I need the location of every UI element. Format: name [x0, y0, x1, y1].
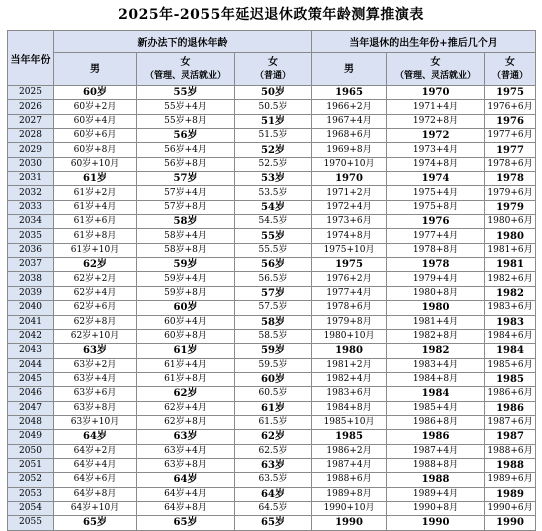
female-mgmt-birth-year-cell: 1982+8月: [387, 329, 485, 343]
male-birth-year-cell: 1972+4月: [312, 200, 387, 214]
male-birth-year-cell: 1985+10月: [312, 415, 387, 429]
female-mgmt-retire-age-cell: 59岁+4月: [137, 272, 235, 286]
female-ordinary-birth-year-cell: 1981: [485, 258, 536, 272]
male-retire-age-cell: 60岁+8月: [54, 143, 137, 157]
female-mgmt-sub-label: （管理、灵活就业）: [395, 70, 477, 81]
female-mgmt-birth-year-cell: 1986+8月: [387, 415, 485, 429]
female-ordinary-retire-age-cell: 62岁: [235, 430, 312, 444]
male-retire-age-cell: 64岁+4月: [54, 458, 137, 472]
male-birth-year-cell: 1976+2月: [312, 272, 387, 286]
female-mgmt-birth-year-cell: 1976: [387, 215, 485, 229]
female-ordinary-birth-year-cell: 1980: [485, 229, 536, 243]
year-cell: 2048: [8, 415, 54, 429]
male-retire-age-cell: 61岁+6月: [54, 215, 137, 229]
female-ordinary-birth-year-cell: 1981+6月: [485, 243, 536, 257]
table-row: [8, 129, 536, 143]
year-cell: 2031: [8, 172, 54, 186]
table-row: [8, 329, 536, 343]
year-cell: 2028: [8, 129, 54, 143]
year-cell: 2047: [8, 401, 54, 415]
male-retire-age-cell: 62岁: [54, 258, 137, 272]
table-row: [8, 415, 536, 429]
female-mgmt-birth-year-cell: 1984: [387, 387, 485, 401]
male-birth-year-cell: 1983+6月: [312, 387, 387, 401]
male-retire-age-cell: 63岁+6月: [54, 387, 137, 401]
female-ordinary-birth-year-cell: 1976: [485, 114, 536, 128]
female-ordinary-birth-year-cell: 1985: [485, 372, 536, 386]
female-mgmt-birth-year-cell: 1974: [387, 172, 485, 186]
female-ordinary-retire-age-cell: 60.5岁: [235, 387, 312, 401]
female-ordinary-retire-age-cell: 61.5岁: [235, 415, 312, 429]
female-mgmt-retire-age-cell: 57岁+4月: [137, 186, 235, 200]
female-ordinary-retire-age-cell: 57岁: [235, 286, 312, 300]
female-ordinary-retire-age-cell: 64.5岁: [235, 501, 312, 515]
female-ordinary-retire-age-cell: 62.5岁: [235, 444, 312, 458]
female-mgmt-retire-age-cell: 63岁+4月: [137, 444, 235, 458]
female-mgmt-retire-age-cell: 56岁+4月: [137, 143, 235, 157]
female-mgmt-retire-age-cell: 63岁: [137, 430, 235, 444]
male-retire-age-cell: 63岁: [54, 344, 137, 358]
female-mgmt-birth-year-cell: 1990+8月: [387, 501, 485, 515]
female-mgmt-birth-year-cell: 1987+4月: [387, 444, 485, 458]
female-ordinary-birth-year-cell: 1986+6月: [485, 387, 536, 401]
table-title: 2025年-2055年延迟退休政策年龄测算推演表: [118, 7, 424, 23]
table-row: [8, 186, 536, 200]
female-mgmt-retire-age-cell: 62岁+8月: [137, 415, 235, 429]
male-birth-year-cell: 1981+2月: [312, 358, 387, 372]
male-retire-age-cell: 65岁: [54, 516, 137, 530]
female-label: 女: [505, 56, 516, 68]
female-mgmt-retire-age-cell: 61岁: [137, 344, 235, 358]
year-cell: 2037: [8, 258, 54, 272]
female-mgmt-birth-year-cell: 1990: [387, 516, 485, 530]
female-mgmt-birth-year-cell: 1988+8月: [387, 458, 485, 472]
retirement-age-table: [7, 30, 536, 531]
female-mgmt-retire-age-cell: 64岁: [137, 473, 235, 487]
female-mgmt-birth-year-cell: 1982: [387, 344, 485, 358]
female-ordinary-birth-year-cell: 1989+6月: [485, 473, 536, 487]
male-birth-year-cell: 1968+6月: [312, 129, 387, 143]
year-cell: 2055: [8, 516, 54, 530]
female-ordinary-birth-year-cell: 1989: [485, 487, 536, 501]
female-ordinary-retire-age-cell: 52岁: [235, 143, 312, 157]
female-ordinary-sub-label: （普通）: [492, 70, 529, 81]
male-retire-age-cell: 64岁+10月: [54, 501, 137, 515]
table-row: [8, 215, 536, 229]
female-mgmt-birth-year-cell: 1980+8月: [387, 286, 485, 300]
year-cell: 2034: [8, 215, 54, 229]
female-mgmt-retire-age-cell: 64岁+4月: [137, 487, 235, 501]
table-row: [8, 372, 536, 386]
table-row: [8, 301, 536, 315]
table-row: [8, 157, 536, 171]
female-mgmt-retire-age-cell: 60岁+4月: [137, 315, 235, 329]
female-mgmt-birth-year-cell: 1984+8月: [387, 372, 485, 386]
male-birth-year-cell: 1965: [312, 86, 387, 100]
year-cell: 2030: [8, 157, 54, 171]
male-birth-year-cell: 1979+8月: [312, 315, 387, 329]
table-row: [8, 387, 536, 401]
female-ordinary-birth-year-cell: 1988: [485, 458, 536, 472]
table-row: [8, 458, 536, 472]
female-label: 女: [180, 56, 191, 68]
female-ordinary-birth-year-cell: 1977+6月: [485, 129, 536, 143]
female-mgmt-birth-year-cell: 1978+8月: [387, 243, 485, 257]
female-mgmt-retire-age-cell: 62岁+4月: [137, 401, 235, 415]
male-retire-age-cell: 60岁+6月: [54, 129, 137, 143]
table-row: [8, 516, 536, 530]
female-mgmt-birth-year-cell: 1980: [387, 301, 485, 315]
male-retire-age-cell: 63岁+8月: [54, 401, 137, 415]
female-mgmt-retire-age-cell: 56岁: [137, 129, 235, 143]
year-cell: 2051: [8, 458, 54, 472]
female-ordinary-birth-year-cell: 1979: [485, 200, 536, 214]
year-cell: 2043: [8, 344, 54, 358]
male-birth-year-cell: 1990: [312, 516, 387, 530]
female-mgmt-retire-age-cell: 55岁: [137, 86, 235, 100]
table-row: [8, 286, 536, 300]
table-row: [8, 200, 536, 214]
table-row: [8, 487, 536, 501]
female-mgmt-birth-year-cell: 1986: [387, 430, 485, 444]
female-mgmt-retire-age-cell: 64岁+8月: [137, 501, 235, 515]
male-birth-year-cell: 1970+10月: [312, 157, 387, 171]
female-ordinary-birth-year-cell: 1977: [485, 143, 536, 157]
female-mgmt-birth-year-cell: 1970: [387, 86, 485, 100]
male-retire-age-cell: 60岁+4月: [54, 114, 137, 128]
male-retire-age-cell: 60岁: [54, 86, 137, 100]
female-ordinary-retire-age-cell: 57.5岁: [235, 301, 312, 315]
year-cell: 2046: [8, 387, 54, 401]
female-ordinary-birth-year-cell: 1978+6月: [485, 157, 536, 171]
female-ordinary-retire-age-cell: 55岁: [235, 229, 312, 243]
female-mgmt-retire-age-cell: 61岁+8月: [137, 372, 235, 386]
table-row: [8, 501, 536, 515]
female-ordinary-retire-age-cell: 52.5岁: [235, 157, 312, 171]
female-ordinary-retire-age-cell: 55.5岁: [235, 243, 312, 257]
male-birth-year-cell: 1977+4月: [312, 286, 387, 300]
table-row: [8, 272, 536, 286]
female-ordinary-birth-year-cell: 1990+6月: [485, 501, 536, 515]
male-retire-age-cell: 64岁: [54, 430, 137, 444]
year-cell: 2035: [8, 229, 54, 243]
female-mgmt-birth-year-cell: 1983+4月: [387, 358, 485, 372]
male-retire-age-cell: 64岁+8月: [54, 487, 137, 501]
female-ordinary-birth-year-cell: 1976+6月: [485, 100, 536, 114]
female-mgmt-birth-year-cell: 1977+4月: [387, 229, 485, 243]
female-ordinary-birth-year-cell: 1975: [485, 86, 536, 100]
female-mgmt-retire-age-cell: 61岁+4月: [137, 358, 235, 372]
year-cell: 2052: [8, 473, 54, 487]
female-ordinary-retire-age-cell: 60岁: [235, 372, 312, 386]
year-cell: 2053: [8, 487, 54, 501]
table-row: [8, 401, 536, 415]
table-row: [8, 430, 536, 444]
female-ordinary-retire-age-cell: 58岁: [235, 315, 312, 329]
female-ordinary-retire-age-cell: 59岁: [235, 344, 312, 358]
male-retire-age-cell: 63岁+2月: [54, 358, 137, 372]
female-ordinary-birth-year-cell: 1983+6月: [485, 301, 536, 315]
female-mgmt-birth-year-cell: 1979+4月: [387, 272, 485, 286]
female-ordinary-retire-age-cell: 56岁: [235, 258, 312, 272]
year-column-header: 当年年份: [8, 31, 54, 86]
male-birth-year-cell: 1989+8月: [312, 487, 387, 501]
year-cell: 2032: [8, 186, 54, 200]
year-cell: 2039: [8, 286, 54, 300]
year-cell: 2029: [8, 143, 54, 157]
female-label: 女: [268, 56, 278, 68]
year-cell: 2038: [8, 272, 54, 286]
male-retire-age-cell: 62岁+8月: [54, 315, 137, 329]
female-mgmt-birth-year-cell: 1974+8月: [387, 157, 485, 171]
male-retire-age-cell: 61岁+4月: [54, 200, 137, 214]
male-birth-year-cell: 1988+6月: [312, 473, 387, 487]
female-ordinary-retire-age-cell: 59.5岁: [235, 358, 312, 372]
table-row: [8, 172, 536, 186]
female-mgmt-birth-year-cell: 1988: [387, 473, 485, 487]
male-retire-age-cell: 62岁+10月: [54, 329, 137, 343]
female-mgmt-retire-age-cell: 58岁: [137, 215, 235, 229]
female-mgmt-retire-age-cell: 55岁+8月: [137, 114, 235, 128]
female-mgmt-retire-age-cell: 58岁+8月: [137, 243, 235, 257]
table-row: [8, 444, 536, 458]
female-mgmt-retire-age-cell: 60岁+8月: [137, 329, 235, 343]
female-mgmt-birth-year-cell: 1972: [387, 129, 485, 143]
year-cell: 2044: [8, 358, 54, 372]
female-mgmt-retire-age-cell: 60岁: [137, 301, 235, 315]
table-header: [8, 31, 536, 86]
table-row: [8, 100, 536, 114]
female-ordinary-birth-year-cell: 1986: [485, 401, 536, 415]
year-cell: 2050: [8, 444, 54, 458]
male-birth-year-cell: 1985: [312, 430, 387, 444]
female-mgmt-birth-year-cell: 1973+4月: [387, 143, 485, 157]
year-cell: 2041: [8, 315, 54, 329]
male-retire-age-cell: 61岁: [54, 172, 137, 186]
female-ordinary-retire-age-cell: 51.5岁: [235, 129, 312, 143]
female-ordinary-sub-label: （普通）: [255, 70, 292, 81]
female-ordinary-birth-year-cell: 1984+6月: [485, 329, 536, 343]
female-mgmt-retire-age-cell: 56岁+8月: [137, 157, 235, 171]
female-ordinary-retire-age-cell: 61岁: [235, 401, 312, 415]
female-ordinary-birth-year-cell: 1982: [485, 286, 536, 300]
female-ordinary-retire-age-cell: 51岁: [235, 114, 312, 128]
female-label: 女: [430, 56, 441, 68]
female-mgmt-birth-header: [387, 53, 485, 86]
female-mgmt-age-header: [137, 53, 235, 86]
female-mgmt-birth-year-cell: 1981+4月: [387, 315, 485, 329]
male-retire-age-cell: 63岁+4月: [54, 372, 137, 386]
male-birth-year-cell: 1982+4月: [312, 372, 387, 386]
female-mgmt-birth-year-cell: 1975+4月: [387, 186, 485, 200]
female-mgmt-birth-year-cell: 1972+8月: [387, 114, 485, 128]
table-row: [8, 229, 536, 243]
male-birth-year-cell: 1966+2月: [312, 100, 387, 114]
female-ordinary-birth-year-cell: 1982+6月: [485, 272, 536, 286]
female-mgmt-birth-year-cell: 1985+4月: [387, 401, 485, 415]
male-birth-year-cell: 1971+2月: [312, 186, 387, 200]
male-retire-age-cell: 60岁+10月: [54, 157, 137, 171]
female-ordinary-retire-age-cell: 56.5岁: [235, 272, 312, 286]
female-mgmt-retire-age-cell: 62岁: [137, 387, 235, 401]
male-retire-age-cell: 61岁+8月: [54, 229, 137, 243]
female-ordinary-birth-year-cell: 1978: [485, 172, 536, 186]
table-row: [8, 358, 536, 372]
table-row: [8, 143, 536, 157]
male-retire-age-cell: 62岁+2月: [54, 272, 137, 286]
male-retire-age-cell: 64岁+2月: [54, 444, 137, 458]
male-retire-age-cell: 64岁+6月: [54, 473, 137, 487]
male-birth-year-cell: 1975: [312, 258, 387, 272]
female-ordinary-birth-year-cell: 1983: [485, 315, 536, 329]
female-ordinary-retire-age-cell: 54岁: [235, 200, 312, 214]
female-mgmt-birth-year-cell: 1978: [387, 258, 485, 272]
female-mgmt-birth-year-cell: 1971+4月: [387, 100, 485, 114]
female-ordinary-birth-year-cell: 1985+6月: [485, 358, 536, 372]
female-ordinary-birth-header: [485, 53, 536, 86]
year-cell: 2025: [8, 86, 54, 100]
table-row: [8, 315, 536, 329]
male-retire-age-cell: 62岁+6月: [54, 301, 137, 315]
female-ordinary-birth-year-cell: 1990: [485, 516, 536, 530]
male-birth-year-cell: 1984+8月: [312, 401, 387, 415]
male-retire-age-cell: 60岁+2月: [54, 100, 137, 114]
year-cell: 2026: [8, 100, 54, 114]
female-mgmt-retire-age-cell: 58岁+4月: [137, 229, 235, 243]
male-birth-year-cell: 1980+10月: [312, 329, 387, 343]
table-row: [8, 243, 536, 257]
female-mgmt-sub-label: （管理、灵活就业）: [144, 70, 226, 81]
female-ordinary-retire-age-cell: 64岁: [235, 487, 312, 501]
female-ordinary-birth-year-cell: 1980+6月: [485, 215, 536, 229]
female-ordinary-birth-year-cell: 1987: [485, 430, 536, 444]
male-birth-year-cell: 1986+2月: [312, 444, 387, 458]
female-ordinary-retire-age-cell: 65岁: [235, 516, 312, 530]
male-birth-year-cell: 1969+8月: [312, 143, 387, 157]
female-ordinary-retire-age-cell: 54.5岁: [235, 215, 312, 229]
female-ordinary-birth-year-cell: 1984: [485, 344, 536, 358]
year-cell: 2027: [8, 114, 54, 128]
year-cell: 2049: [8, 430, 54, 444]
female-mgmt-retire-age-cell: 57岁: [137, 172, 235, 186]
year-cell: 2042: [8, 329, 54, 343]
male-age-header: 男: [54, 53, 137, 86]
male-birth-year-cell: 1987+4月: [312, 458, 387, 472]
year-cell: 2054: [8, 501, 54, 515]
year-cell: 2045: [8, 372, 54, 386]
year-cell: 2036: [8, 243, 54, 257]
male-retire-age-cell: 62岁+4月: [54, 286, 137, 300]
female-mgmt-birth-year-cell: 1989+4月: [387, 487, 485, 501]
male-birth-year-cell: 1970: [312, 172, 387, 186]
female-ordinary-retire-age-cell: 63岁: [235, 458, 312, 472]
female-ordinary-retire-age-cell: 50岁: [235, 86, 312, 100]
male-birth-year-cell: 1973+6月: [312, 215, 387, 229]
female-mgmt-retire-age-cell: 57岁+8月: [137, 200, 235, 214]
female-ordinary-retire-age-cell: 63.5岁: [235, 473, 312, 487]
female-ordinary-age-header: [235, 53, 312, 86]
female-ordinary-retire-age-cell: 53岁: [235, 172, 312, 186]
female-mgmt-retire-age-cell: 59岁: [137, 258, 235, 272]
year-cell: 2040: [8, 301, 54, 315]
table-body: [8, 86, 536, 531]
female-mgmt-retire-age-cell: 65岁: [137, 516, 235, 530]
male-birth-header: 男: [312, 53, 387, 86]
female-mgmt-retire-age-cell: 55岁+4月: [137, 100, 235, 114]
female-mgmt-retire-age-cell: 63岁+8月: [137, 458, 235, 472]
female-mgmt-retire-age-cell: 59岁+8月: [137, 286, 235, 300]
year-cell: 2033: [8, 200, 54, 214]
female-ordinary-retire-age-cell: 58.5岁: [235, 329, 312, 343]
birth-year-group-header: 当年退休的出生年份+推后几个月: [312, 31, 536, 53]
retire-age-group-header: 新办法下的退休年龄: [54, 31, 312, 53]
table-row: [8, 344, 536, 358]
table-row: [8, 114, 536, 128]
table-row: [8, 258, 536, 272]
female-ordinary-retire-age-cell: 53.5岁: [235, 186, 312, 200]
male-birth-year-cell: 1980: [312, 344, 387, 358]
female-ordinary-birth-year-cell: 1988+6月: [485, 444, 536, 458]
male-birth-year-cell: 1978+6月: [312, 301, 387, 315]
male-birth-year-cell: 1990+10月: [312, 501, 387, 515]
female-ordinary-retire-age-cell: 50.5岁: [235, 100, 312, 114]
table-row: [8, 86, 536, 100]
male-retire-age-cell: 61岁+2月: [54, 186, 137, 200]
male-birth-year-cell: 1974+8月: [312, 229, 387, 243]
male-retire-age-cell: 63岁+10月: [54, 415, 137, 429]
female-ordinary-birth-year-cell: 1987+6月: [485, 415, 536, 429]
female-mgmt-birth-year-cell: 1975+8月: [387, 200, 485, 214]
female-ordinary-birth-year-cell: 1979+6月: [485, 186, 536, 200]
male-birth-year-cell: 1967+4月: [312, 114, 387, 128]
male-retire-age-cell: 61岁+10月: [54, 243, 137, 257]
male-birth-year-cell: 1975+10月: [312, 243, 387, 257]
table-row: [8, 473, 536, 487]
